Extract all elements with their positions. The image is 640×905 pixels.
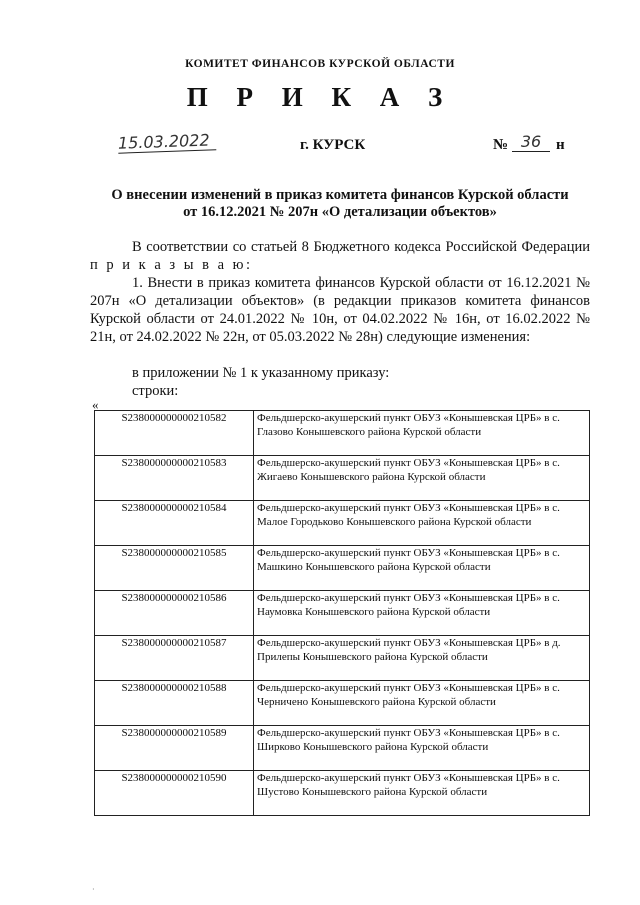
objects-table [94,410,590,816]
object-description-cell: Фельдшерско-акушерский пункт ОБУЗ «Конышевская ЦРБ» в с. Жигаево Конышевского района Курской области [254,456,590,501]
paragraph-appendix: в приложении № 1 к указанному приказу: [132,365,390,381]
table-row [95,411,590,456]
document-title: П Р И К А З [186,82,454,112]
paragraph-item-1: 1. Внести в приказ комитета финансов Курской области от 16.12.2021 № 207н «О детализации объектов» (в редакции приказов комитета финансов Курской области от 24.01.2022 № 10н, от 04.02.2022 № 16н, от 16.02.2022 № 21н, от 24.02.2022 № 22н, от 05.03.2022 № 28н) следующие изменения: [90,275,590,345]
order-number: 36 [512,133,550,152]
object-description-cell: Фельдшерско-акушерский пункт ОБУЗ «Конышевская ЦРБ» в с. Черничено Конышевского района Курской области [254,681,590,726]
table-row [95,636,590,681]
object-code-cell: S238000000000210590 [95,771,254,816]
object-description-cell: Фельдшерско-акушерский пункт ОБУЗ «Конышевская ЦРБ» в с. Ширково Конышевского района Курской области [254,726,590,771]
order-number-suffix: н [556,137,565,153]
order-city: г. КУРСК [300,137,366,153]
margin-mark: · [92,885,95,894]
order-date: 15.03.2022 [118,131,217,153]
paragraph-preamble [90,238,590,274]
object-code-cell: S238000000000210584 [95,501,254,546]
object-code-cell: S238000000000210589 [95,726,254,771]
table-row [95,771,590,816]
preamble-order-word: п р и к а з ы в а ю [90,257,246,273]
object-code-cell: S238000000000210587 [95,636,254,681]
preamble-text: В соответствии со статьей 8 Бюджетного кодекса Российской Федерации [132,239,590,255]
object-code-cell: S238000000000210583 [95,456,254,501]
subject-line-1: О внесении изменений в приказ комитета финансов Курской области [111,187,569,203]
object-description-cell: Фельдшерско-акушерский пункт ОБУЗ «Конышевская ЦРБ» в с. Машкино Конышевского района Курской области [254,546,590,591]
order-subject [90,187,590,221]
subject-line-2: от 16.12.2021 № 207н «О детализации объектов» [183,204,497,220]
object-code-cell: S238000000000210585 [95,546,254,591]
objects-table-body [95,411,590,816]
object-code-cell: S238000000000210588 [95,681,254,726]
opening-quote: « [92,397,99,412]
table-row [95,591,590,636]
order-number-sign: № [493,137,509,153]
object-description-cell: Фельдшерско-акушерский пункт ОБУЗ «Конышевская ЦРБ» в д. Прилепы Конышевского района Курской области [254,636,590,681]
table-row [95,726,590,771]
object-code-cell: S238000000000210582 [95,411,254,456]
paragraph-rows: строки: [132,383,179,399]
table-row [95,546,590,591]
table-row [95,501,590,546]
committee-name: КОМИТЕТ ФИНАНСОВ КУРСКОЙ ОБЛАСТИ [185,58,455,70]
object-description-cell: Фельдшерско-акушерский пункт ОБУЗ «Конышевская ЦРБ» в с. Глазово Конышевского района Курской области [254,411,590,456]
object-description-cell: Фельдшерско-акушерский пункт ОБУЗ «Конышевская ЦРБ» в с. Малое Городьково Конышевского района Курской области [254,501,590,546]
table-row [95,681,590,726]
object-description-cell: Фельдшерско-акушерский пункт ОБУЗ «Конышевская ЦРБ» в с. Наумовка Конышевского района Курской области [254,591,590,636]
table-row [95,456,590,501]
object-code-cell: S238000000000210586 [95,591,254,636]
object-description-cell: Фельдшерско-акушерский пункт ОБУЗ «Конышевская ЦРБ» в с. Шустово Конышевского района Курской области [254,771,590,816]
preamble-colon: : [245,257,250,273]
